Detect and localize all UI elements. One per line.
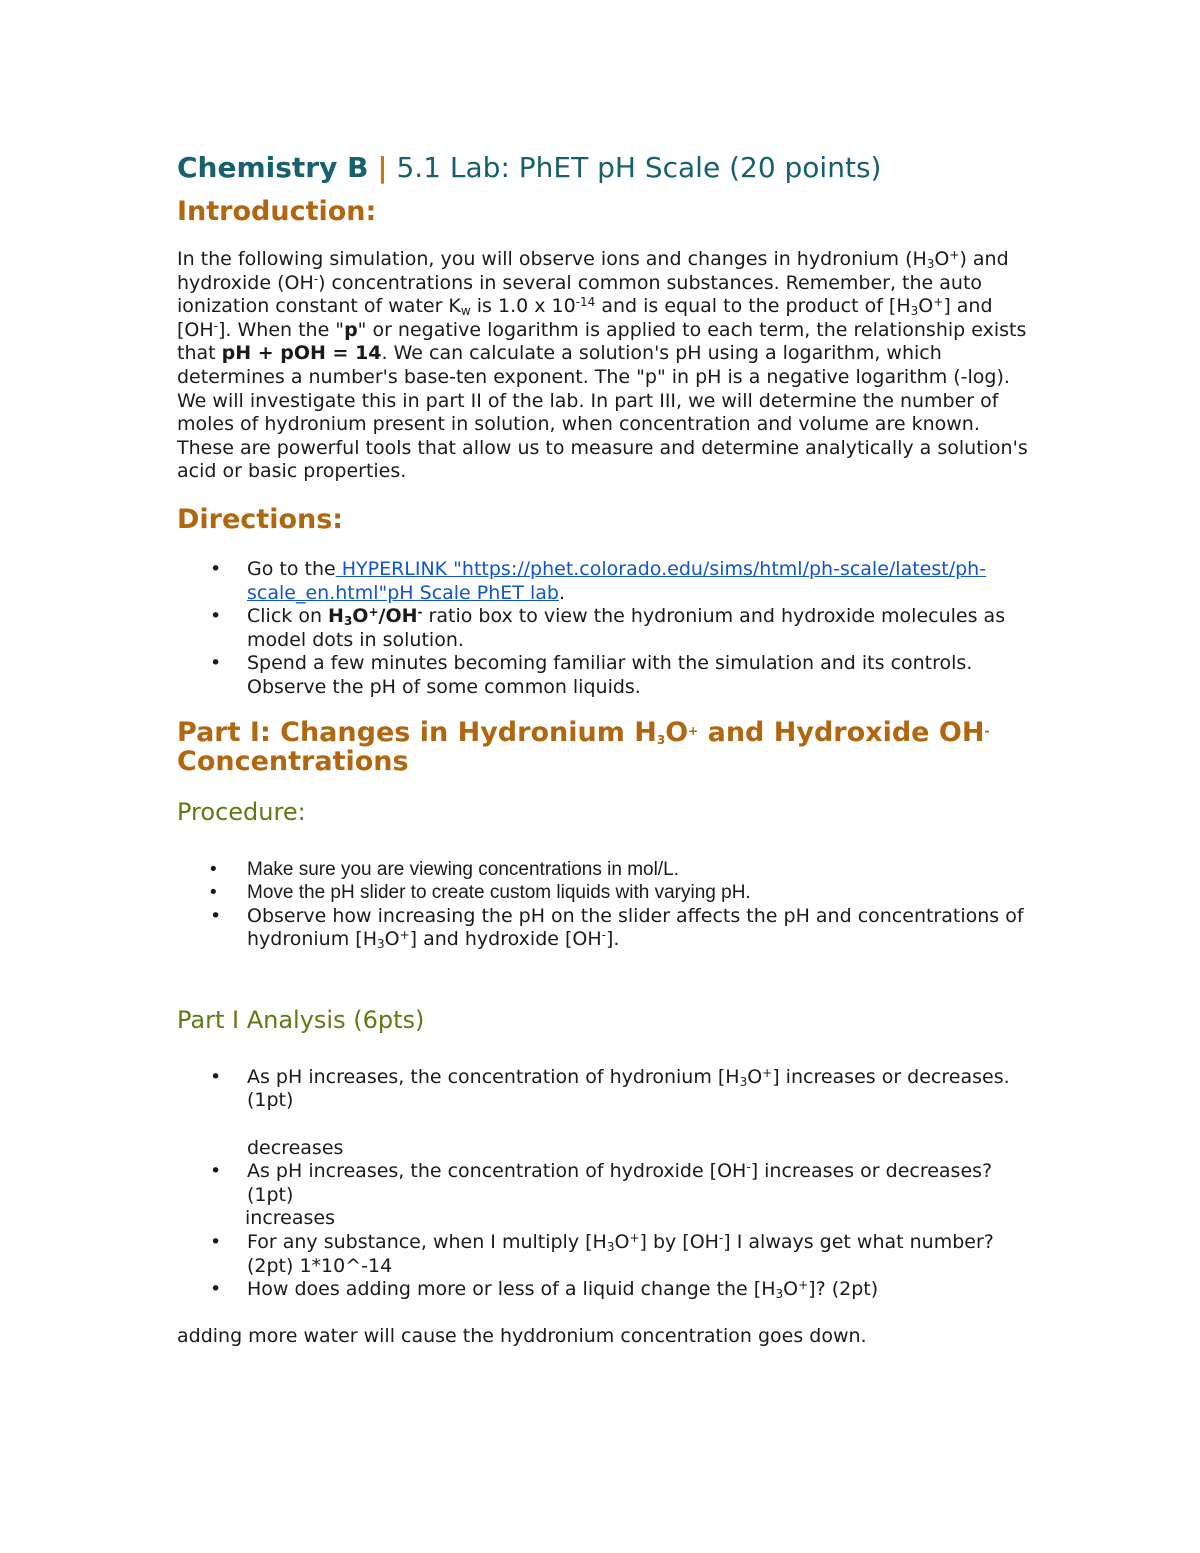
document-title: [177, 148, 1037, 188]
lab-title: 5.1 Lab: PhET pH Scale (20 points): [387, 151, 882, 184]
bullet-icon: •: [210, 882, 217, 904]
analysis-list: [177, 1066, 1037, 1113]
bullet-icon: •: [210, 605, 222, 628]
bullet-icon: •: [210, 1278, 222, 1301]
list-item: • Make sure you are viewing concentrations in mol/L.: [210, 858, 679, 880]
list-item: • Spend a few minutes becoming familiar with the simulation and its controls. Observe the pH of some common liquids.: [210, 652, 973, 698]
title-separator: |: [377, 151, 388, 184]
bullet-icon: •: [210, 1065, 222, 1088]
introduction-paragraph: In the following simulation, you will observe ions and changes in hydronium $(H_3O^+)$ and hydroxide (OH-) concentrations in several common substances. Remember, the auto ionization constant of water $K_w$ is 1.0 x $10^{-14}$ and is equal to the product of $[H_3O^+]$ and [OH-]. When the "p" or negative logarithm is applied to each term, the relationship exists that pH + pOH = 14. We can calculate a solution's pH using a logarithm, which determines a number's base-ten exponent. The "p" in pH is a negative logarithm (-log). We will investigate this in part II of the lab. In part III, we will determine the number of moles of hydronium present in solution, when concentration and volume are known. These are powerful tools that allow us to measure and determine analytically a solution's acid or basic properties.: [177, 248, 1028, 483]
bullet-icon: •: [210, 904, 222, 927]
analysis-heading: Part I Analysis (6pts): [177, 1005, 425, 1034]
question-item: • How does adding more or less of a liquid change the $[H_3O^+]$? (2pt): [210, 1278, 879, 1302]
list-item: • Observe how increasing the pH on the slider affects the pH and concentrations of hydronium $[H_3O^+]$ and hydroxide [OH-].: [210, 904, 1024, 952]
analysis-list: [177, 1231, 1037, 1302]
part-one-heading: Part I: Changes in Hydronium $H_3O^+$ and Hydroxide OH- Concentrations: [177, 716, 990, 777]
question-item: • As pH increases, the concentration of hydroxide [OH-] increases or decreases? (1pt): [210, 1160, 993, 1206]
directions-heading: Directions:: [177, 503, 344, 535]
directions-list: [177, 558, 1037, 700]
answer-text: increases: [245, 1207, 335, 1230]
question-item: • For any substance, when I multiply $[H_3O^+]$ by [OH-] I always get what number? (2pt) 1*10^-14: [210, 1231, 994, 1277]
introduction-heading: Introduction:: [177, 196, 377, 227]
bullet-icon: •: [210, 557, 222, 580]
list-item: • Go to the HYPERLINK "https://phet.colorado.edu/sims/html/ph-scale/latest/ph-scale_en.html"pH Scale PhET lab.: [210, 557, 987, 604]
bullet-icon: •: [210, 652, 222, 675]
list-item: • Click on $H_3O^+/OH^-$ ratio box to view the hydronium and hydroxide molecules as model dots in solution.: [210, 605, 1006, 651]
answer-text: decreases: [247, 1136, 344, 1159]
procedure-heading: Procedure:: [177, 797, 306, 826]
bullet-icon: •: [210, 858, 217, 880]
course-name: Chemistry B: [177, 151, 369, 184]
answer-text: adding more water will cause the hyddronium concentration goes down.: [177, 1324, 867, 1347]
analysis-list: [177, 1160, 1037, 1207]
document-content: [177, 148, 1037, 1348]
bullet-icon: •: [210, 1160, 222, 1183]
phet-lab-link[interactable]: HYPERLINK "https://phet.colorado.edu/sims/html/ph-scale/latest/ph-scale_en.html"pH Scale PhET lab: [247, 557, 987, 604]
ph-poh-equation: pH + pOH = 14: [221, 342, 382, 365]
bullet-icon: •: [210, 1231, 222, 1254]
procedure-list: [177, 858, 1037, 952]
question-item: • As pH increases, the concentration of hydronium $[H_3O^+]$ increases or decreases. (1pt): [210, 1065, 1010, 1112]
list-item: • Move the pH slider to create custom liquids with varying pH.: [210, 882, 751, 904]
